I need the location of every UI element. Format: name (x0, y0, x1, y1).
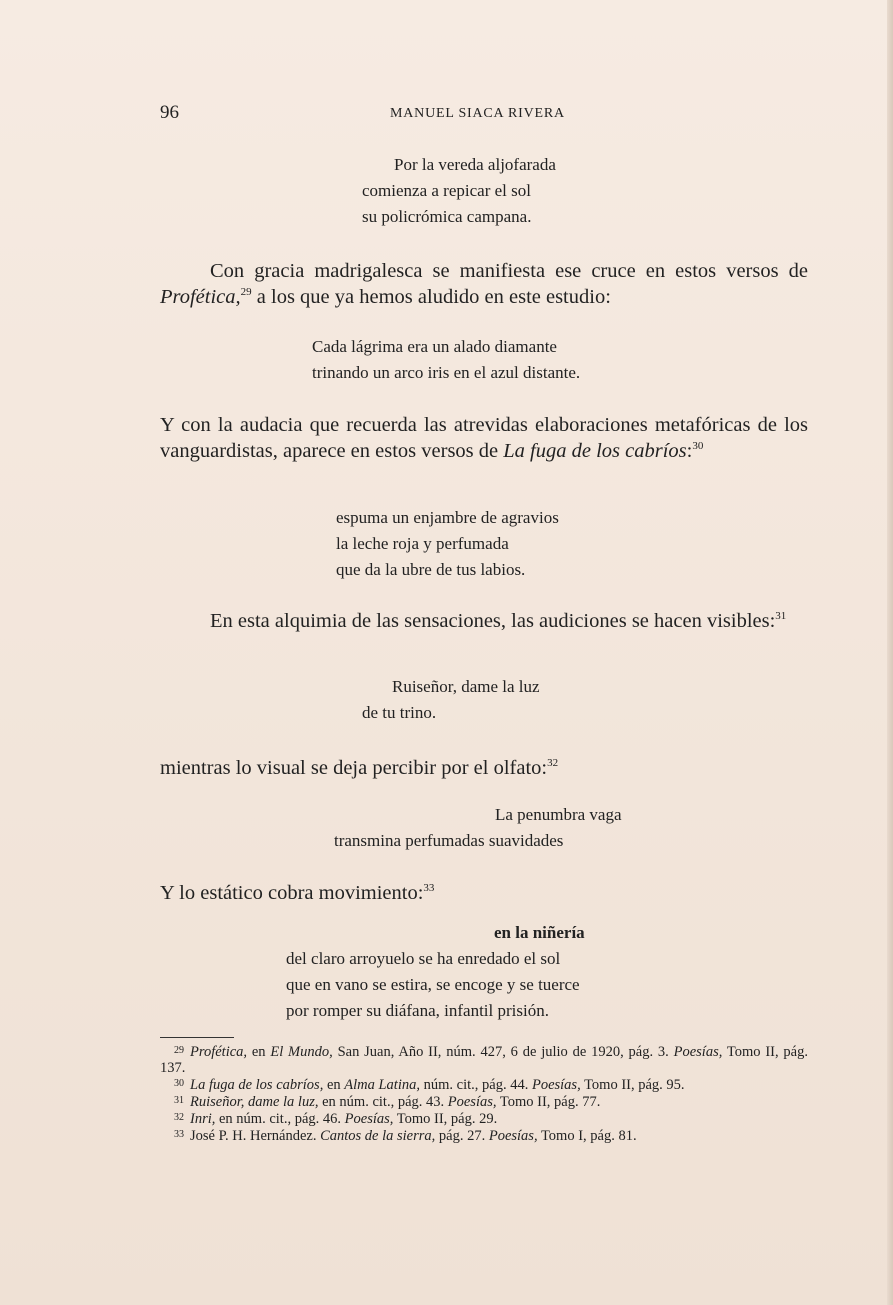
footnote-text: en (323, 1077, 345, 1093)
footnote-ref: 33 (423, 882, 435, 894)
verse-line: su policrómica campana. (362, 207, 532, 226)
footnote-text: Profética, (190, 1044, 248, 1060)
footnote (160, 1110, 808, 1127)
verse-block-5 (334, 802, 622, 854)
paragraph-text: mientras lo visual se deja percibir por el olfato: (160, 757, 548, 779)
footnote-text: Poesías, (531, 1077, 581, 1093)
verse-line: comienza a repicar el sol (362, 181, 531, 200)
footnote-text: Tomo II, pág. 29. (393, 1111, 498, 1127)
footnote-ref: 32 (547, 757, 559, 769)
footnote-text: José P. H. Hernández. (190, 1128, 321, 1144)
footnote-text: Tomo II, pág. 95. (580, 1077, 685, 1093)
footnote (160, 1127, 808, 1144)
colon: : (686, 440, 693, 462)
footnote-ref: 30 (692, 440, 704, 452)
footnote-divider (160, 1037, 234, 1038)
footnote-text: Tomo II, pág. 77. (496, 1094, 601, 1110)
footnote-text: Poesías, (447, 1094, 497, 1110)
verse-line: espuma un enjambre de agravios (336, 508, 559, 527)
footnote-ref: 31 (775, 610, 787, 622)
poem-title: La fuga de los cabríos (503, 440, 687, 462)
footnotes (160, 1043, 808, 1144)
footnote-text: núm. cit., pág. 44. (420, 1077, 532, 1093)
footnote-text: en (247, 1044, 271, 1060)
verse-line: del claro arroyuelo se ha enredado el sol (286, 949, 561, 968)
footnote-number: 32 (174, 1112, 184, 1123)
footnote-number: 31 (174, 1095, 184, 1106)
footnote-text: San Juan, Año II, núm. 427, 6 de julio de 1920, pág. 3. (332, 1044, 674, 1060)
verse-block-4 (362, 674, 540, 726)
footnote-text: Tomo II, pág. 137. (160, 1044, 808, 1076)
footnote-text: Inri, (190, 1111, 216, 1127)
footnote-text: El Mundo, (270, 1044, 333, 1060)
verse-line: que da la ubre de tus labios. (336, 560, 526, 579)
footnote (160, 1093, 808, 1110)
paragraph-text: Y con la audacia que recuerda las atrevidas elaboraciones metafóricas de los vanguardistas, aparece en estos versos de (160, 414, 808, 462)
verse-line: La penumbra vaga (495, 805, 622, 824)
paragraph-4 (160, 755, 808, 781)
verse-line: trinando un arco iris en el azul distante. (312, 363, 581, 382)
verse-line: Ruiseñor, dame la luz (392, 677, 540, 696)
footnote-text: Poesías, (344, 1111, 394, 1127)
verse-block-1 (362, 152, 556, 230)
verse-block-2 (312, 334, 580, 386)
footnote-text: Poesías, (673, 1044, 723, 1060)
paragraph-text: Y lo estático cobra movimiento: (160, 882, 424, 904)
page-number: 96 (160, 102, 179, 123)
verse-line: que en vano se estira, se encoge y se tuerce (286, 975, 580, 994)
footnote-text: La fuga de los cabríos, (190, 1077, 324, 1093)
paragraph-5 (160, 880, 808, 906)
footnote-text: Tomo I, pág. 81. (537, 1128, 637, 1144)
footnote-text: pág. 27. (435, 1128, 489, 1144)
footnote-text: Poesías, (488, 1128, 538, 1144)
paragraph-1 (160, 258, 808, 310)
paragraph-text: Con gracia madrigalesca se manifiesta ese cruce en estos versos de (210, 260, 808, 282)
footnote (160, 1076, 808, 1093)
verse-line: transmina perfumadas suavidades (334, 831, 564, 850)
footnote-text: Ruiseñor, dame la luz, (190, 1094, 319, 1110)
running-head: MANUEL SIACA RIVERA (390, 106, 565, 121)
footnote-number: 30 (174, 1078, 184, 1089)
paragraph-2 (160, 412, 808, 464)
verse-line: por romper su diáfana, infantil prisión. (286, 1001, 549, 1020)
paragraph-text: En esta alquimia de las sensaciones, las audiciones se hacen visibles: (210, 610, 776, 632)
verse-block-3 (336, 505, 559, 583)
verse-line: Cada lágrima era un alado diamante (312, 337, 557, 356)
footnote-number: 29 (174, 1045, 184, 1056)
verse-line: la leche roja y perfumada (336, 534, 509, 553)
footnote-text: Alma Latina, (344, 1077, 420, 1093)
footnote-number: 33 (174, 1129, 184, 1140)
paragraph-3 (160, 608, 808, 634)
footnote-ref: 29 (240, 286, 252, 298)
page-header (160, 102, 810, 128)
verse-line: de tu trino. (362, 703, 437, 722)
page-edge (887, 0, 893, 1305)
footnote-text: en núm. cit., pág. 43. (318, 1094, 448, 1110)
poem-title: Profética, (160, 286, 241, 308)
paragraph-text: a los que ya hemos aludido en este estudio: (251, 286, 611, 308)
verse-block-6 (286, 920, 585, 1024)
verse-line: en la niñería (494, 923, 585, 942)
footnote (160, 1043, 808, 1076)
verse-line: Por la vereda aljofarada (394, 155, 556, 174)
footnote-text: Cantos de la sierra, (320, 1128, 436, 1144)
footnote-text: en núm. cit., pág. 46. (215, 1111, 345, 1127)
